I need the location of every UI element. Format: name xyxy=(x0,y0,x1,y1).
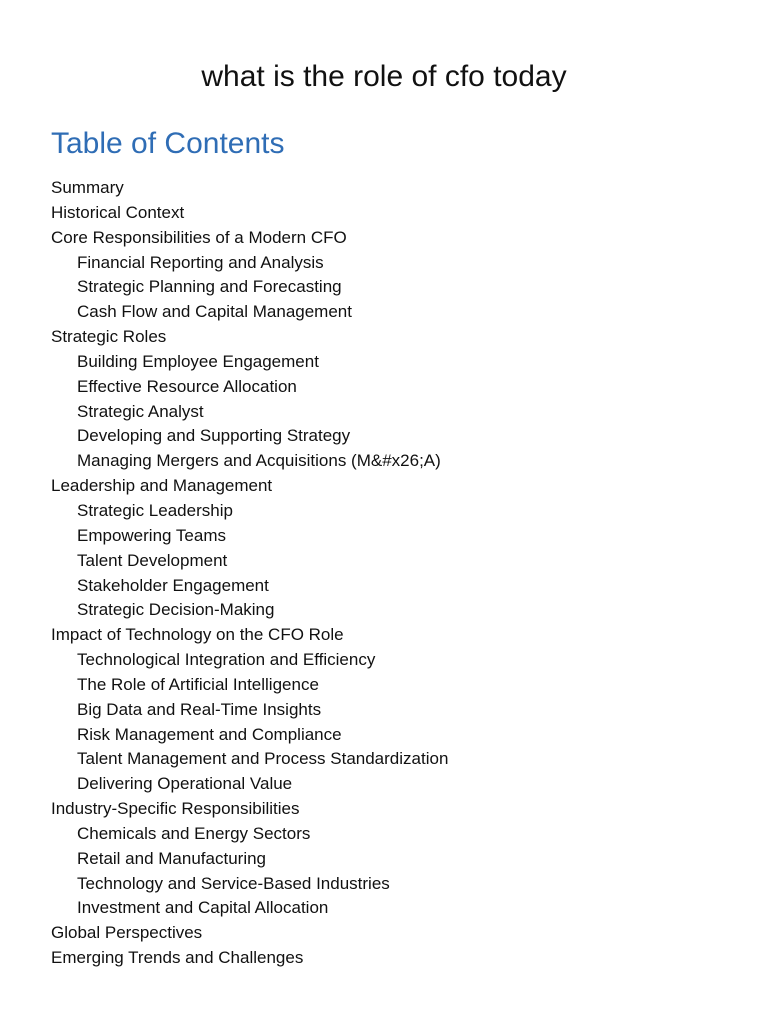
toc-item-summary[interactable]: Summary xyxy=(51,178,124,197)
toc-item-global-perspectives[interactable]: Global Perspectives xyxy=(51,923,203,943)
toc-item-developing-strategy[interactable]: Developing and Supporting Strategy xyxy=(77,426,351,446)
toc-item-leadership-management[interactable]: Leadership and Management xyxy=(51,476,273,496)
toc-item-artificial-intelligence[interactable]: The Role of Artificial Intelligence xyxy=(77,674,319,694)
toc-item-strategic-roles[interactable]: Strategic Roles xyxy=(51,327,167,347)
toc-item-risk-management[interactable]: Risk Management and Compliance xyxy=(77,724,342,744)
document-title: what is the role of cfo today xyxy=(201,60,567,93)
toc-item-industry-specific[interactable]: Industry-Specific Responsibilities xyxy=(51,799,300,819)
toc-list xyxy=(51,176,448,971)
toc-item-employee-engagement[interactable]: Building Employee Engagement xyxy=(77,351,319,371)
toc-item-empowering-teams[interactable]: Empowering Teams xyxy=(77,525,226,545)
toc-item-cash-flow[interactable]: Cash Flow and Capital Management xyxy=(77,302,352,322)
toc-item-retail-manufacturing[interactable]: Retail and Manufacturing xyxy=(77,848,267,868)
toc-item-talent-management[interactable]: Talent Management and Process Standardization xyxy=(77,749,449,769)
toc-item-strategic-decision-making[interactable]: Strategic Decision-Making xyxy=(77,600,275,620)
toc-item-emerging-trends[interactable]: Emerging Trends and Challenges xyxy=(51,948,304,968)
toc-item-talent-development[interactable]: Talent Development xyxy=(77,550,228,570)
toc-item-technological-integration[interactable]: Technological Integration and Efficiency xyxy=(77,650,376,670)
toc-item-technology-services[interactable]: Technology and Service-Based Industries xyxy=(77,873,390,893)
toc-item-resource-allocation[interactable]: Effective Resource Allocation xyxy=(77,376,297,396)
toc-item-strategic-leadership[interactable]: Strategic Leadership xyxy=(77,500,233,520)
toc-item-financial-reporting[interactable]: Financial Reporting and Analysis xyxy=(77,252,324,272)
toc-item-chemicals-energy[interactable]: Chemicals and Energy Sectors xyxy=(77,823,311,843)
toc-item-core-responsibilities[interactable]: Core Responsibilities of a Modern CFO xyxy=(51,227,347,247)
toc-item-stakeholder-engagement[interactable]: Stakeholder Engagement xyxy=(77,575,269,595)
toc-item-mergers-acquisitions[interactable]: Managing Mergers and Acquisitions (M&#x26;A) xyxy=(77,451,441,471)
toc-item-strategic-analyst[interactable]: Strategic Analyst xyxy=(77,401,204,421)
toc-item-operational-value[interactable]: Delivering Operational Value xyxy=(77,774,293,794)
toc-heading: Table of Contents xyxy=(51,127,285,160)
toc-item-strategic-planning[interactable]: Strategic Planning and Forecasting xyxy=(77,277,342,297)
toc-item-investment-capital[interactable]: Investment and Capital Allocation xyxy=(77,898,329,918)
toc-item-big-data[interactable]: Big Data and Real-Time Insights xyxy=(77,699,322,719)
toc-item-impact-of-technology[interactable]: Impact of Technology on the CFO Role xyxy=(51,625,344,645)
toc-item-historical-context[interactable]: Historical Context xyxy=(51,202,185,222)
